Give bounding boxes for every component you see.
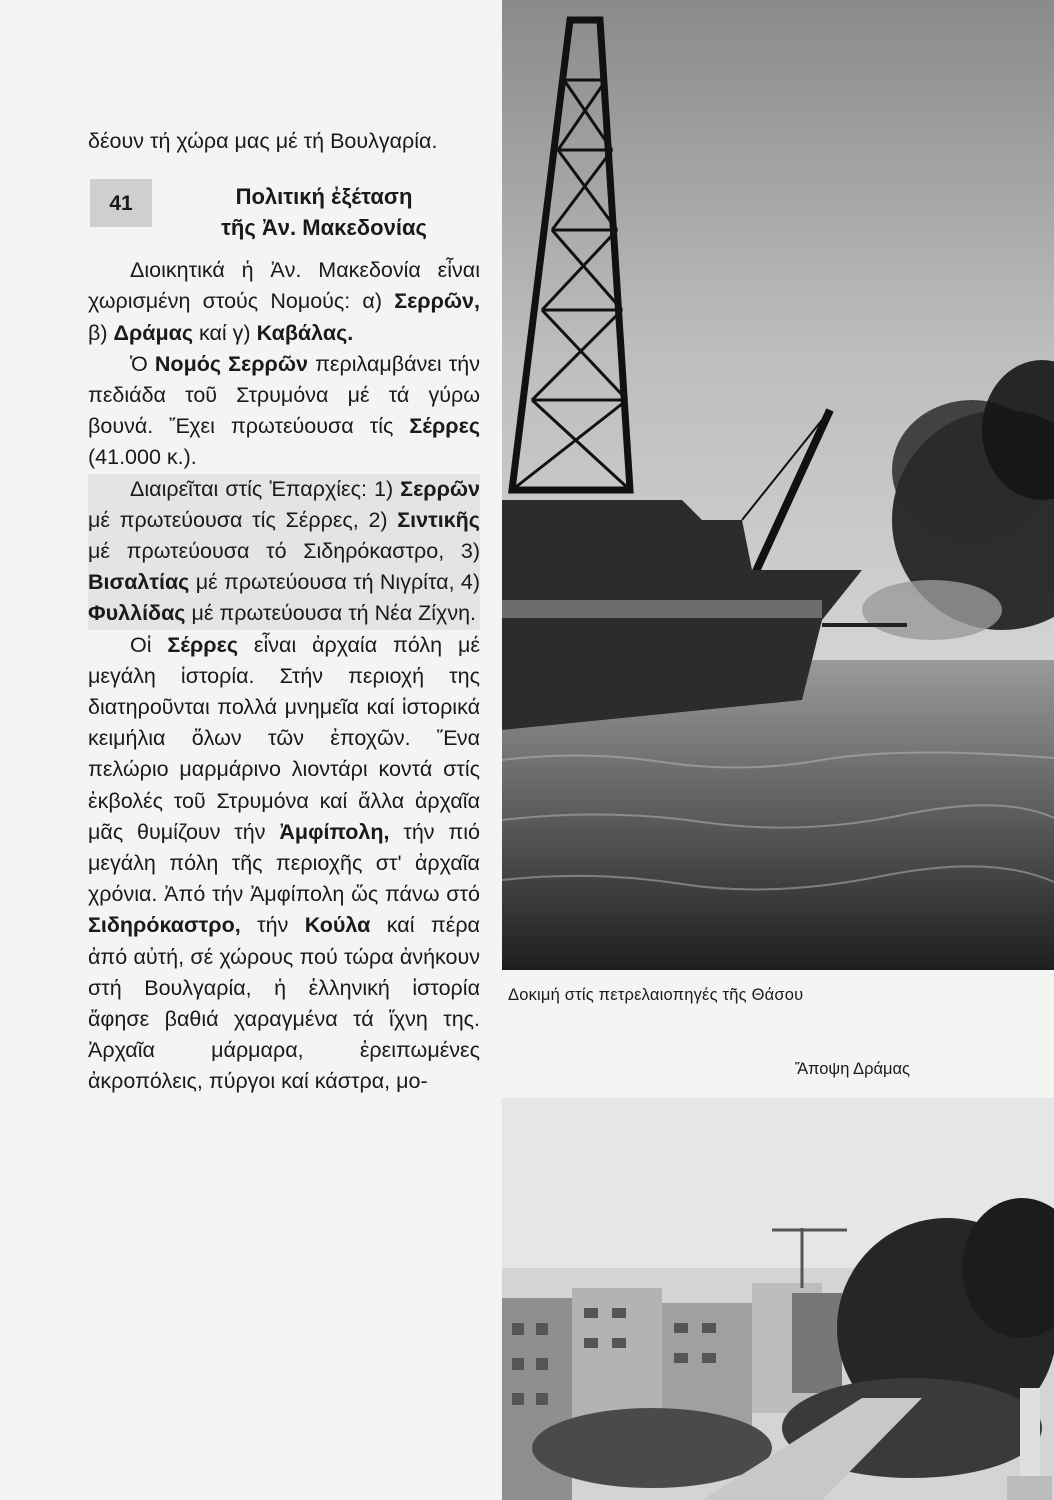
drama-view-caption: Ἄποψη Δράμας xyxy=(794,1060,910,1078)
bold-term: Σερρῶν xyxy=(400,476,480,501)
bold-term: Φυλλίδας xyxy=(88,601,186,626)
text-run: Διαιρεῖται στίς Ἐπαρχίες: 1) xyxy=(130,476,401,501)
paragraph-administration xyxy=(88,255,480,349)
bold-term: Σιδηρόκαστρο, xyxy=(88,913,241,938)
bold-term: Καβάλας. xyxy=(256,320,354,345)
paragraph-continuation: δέουν τή χώρα μας μέ τή Βουλγαρία. xyxy=(88,129,438,153)
section-title-line1: Πολιτική ἐξέταση xyxy=(235,184,413,210)
paragraph-serres-history xyxy=(88,630,480,1098)
oil-rig-caption: Δοκιμή στίς πετρελαιοπηγές τῆς Θάσου xyxy=(508,986,804,1004)
text-run: καί πέρα ἀπό αὐτή, σέ χώρους πού τώρα ἀνήκουν στή Βουλγαρία, ἡ ἑλληνική ἱστορία ἄφησε βαθιά χαραγμένα τά ἴχνη της. Ἀρχαῖα μάρμαρα, ἐρειπωμένες ἀκροπόλεις, πύργοι καί κάστρα, μο- xyxy=(88,913,480,1094)
text-run: τήν πιό μεγάλη πόλη τῆς περιοχῆς στ' ἀρχαῖα χρόνια. Ἀπό τήν Ἀμφίπολη ὥς πάνω στό xyxy=(88,819,480,907)
bold-term: Νομός Σερρῶν xyxy=(154,351,308,376)
bold-term: Σέρρες xyxy=(409,414,480,439)
bold-term: Σερρῶν, xyxy=(394,289,480,314)
bold-term: Σιντικῆς xyxy=(397,507,480,532)
text-run: Οἱ xyxy=(130,632,168,657)
bold-term: Βισαλτίας xyxy=(88,570,190,595)
text-run: β) xyxy=(88,320,114,345)
bold-term: Σέρρες xyxy=(167,632,238,657)
section-number: 41 xyxy=(90,179,152,227)
drama-city-illustration xyxy=(502,1098,1054,1500)
text-run: μέ πρωτεύουσα τίς Σέρρες, 2) xyxy=(88,507,398,532)
text-run: Διοικητικά ἡ Ἀν. Μακεδονία εἶναι χωρισμένη στούς Νομούς: α) xyxy=(88,258,480,314)
text-run: (41.000 κ.). xyxy=(88,445,197,470)
section-title xyxy=(174,181,474,243)
paragraph-serres-prefecture xyxy=(88,349,480,474)
text-run: καί γ) xyxy=(193,320,257,345)
text-column xyxy=(88,126,480,1098)
text-run: μέ πρωτεύουσα τό Σιδηρόκαστρο, 3) xyxy=(88,539,480,564)
bold-term: Κούλα xyxy=(304,913,371,938)
bold-term: Ἀμφίπολη, xyxy=(279,819,390,844)
text-run: μέ πρωτεύουσα τή Νέα Ζίχνη. xyxy=(185,601,477,626)
bold-term: Δράμας xyxy=(113,320,194,345)
text-run: μέ πρωτεύουσα τή Νιγρίτα, 4) xyxy=(189,570,480,595)
text-run: Ὁ xyxy=(130,351,155,376)
drama-city-photo xyxy=(502,1098,1054,1500)
paragraph-provinces xyxy=(88,474,480,630)
oil-rig-photo xyxy=(502,0,1054,970)
section-header xyxy=(88,173,480,249)
text-run: εἶναι ἀρχαία πόλη μέ μεγάλη ἱστορία. Στήν περιοχή της διατηροῦνται πολλά μνημεῖα καί ἱστορικά κειμήλια ὅλων τῶν ἐποχῶν. Ἕνα πελώριο μαρμάρινο λιοντάρι κοντά στίς ἐκβολές τοῦ Στρυμόνα καί ἄλλα ἀρχαῖα μᾶς θυμίζουν τήν xyxy=(88,632,480,844)
oil-rig-illustration xyxy=(502,0,1054,970)
text-run: περιλαμβάνει τήν πεδιάδα τοῦ Στρυμόνα μέ τά γύρω βουνά. Ἔχει πρωτεύουσα τίς xyxy=(88,351,480,439)
section-title-line2: τῆς Ἀν. Μακεδονίας xyxy=(221,215,427,241)
text-run: τήν xyxy=(240,913,305,938)
